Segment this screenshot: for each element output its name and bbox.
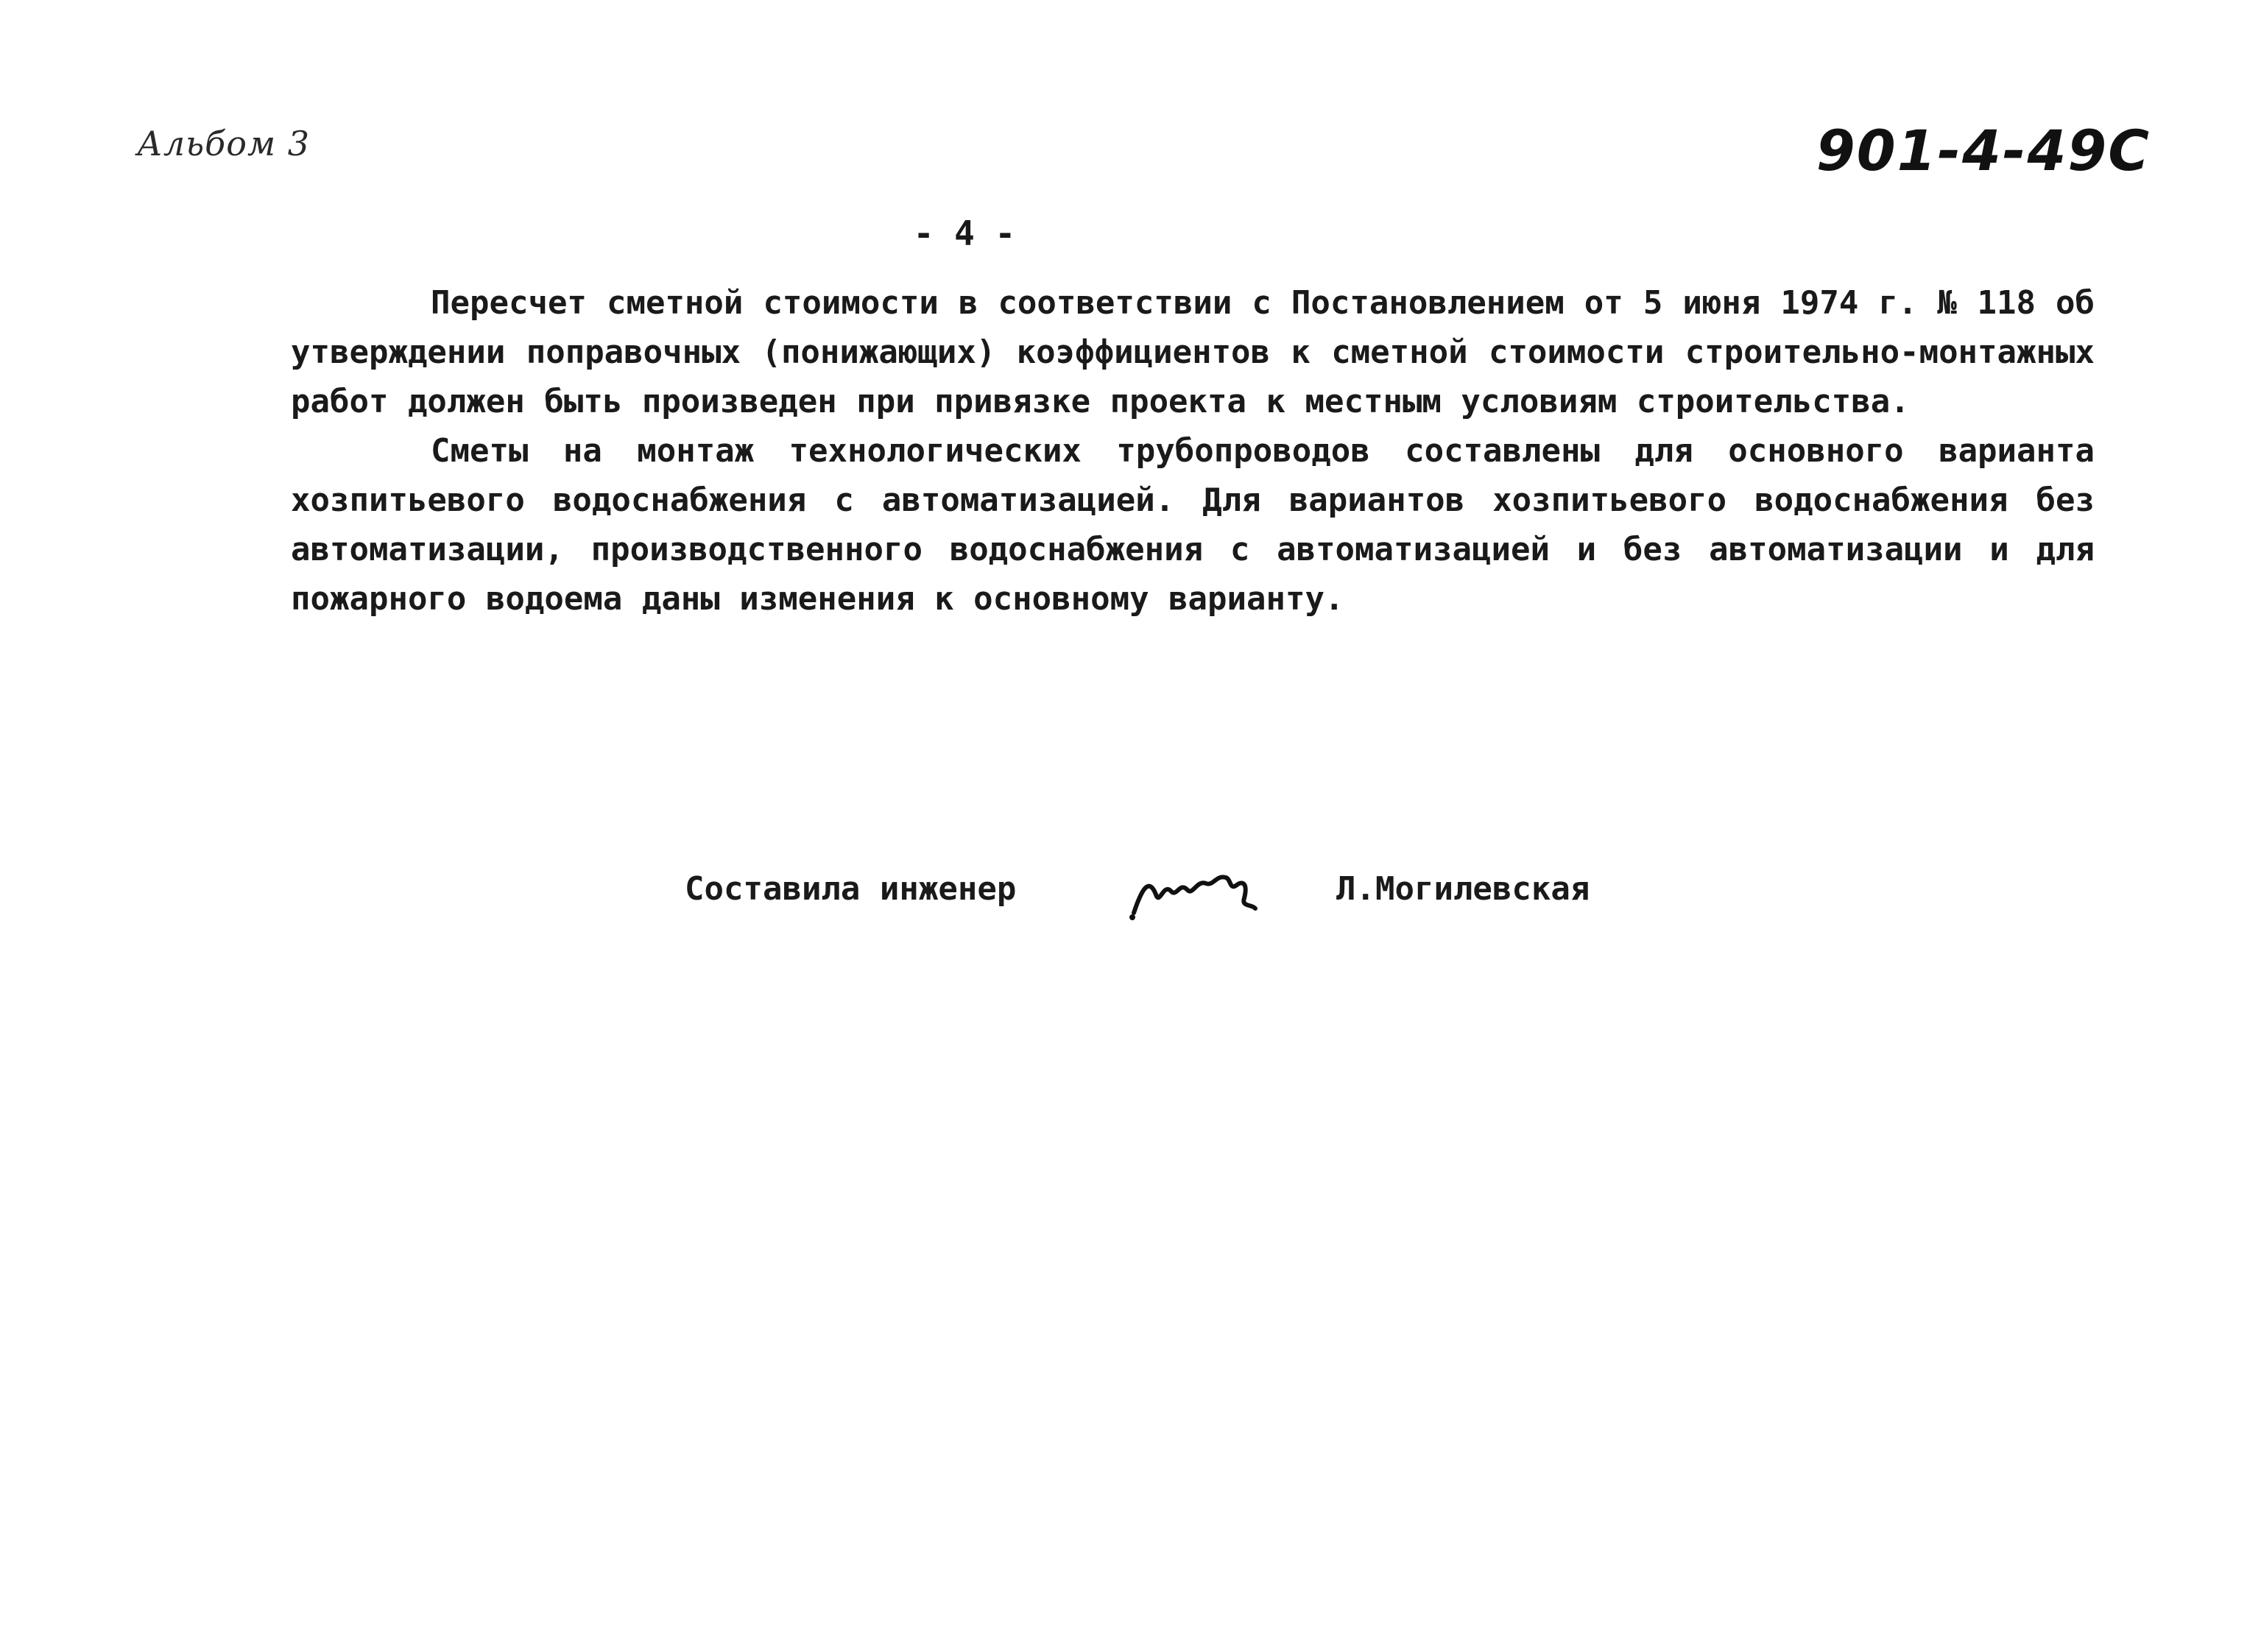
document-number: 901-4-49С [1816,118,2151,183]
signature-name: Л.Могилевская [1336,870,1590,908]
handwritten-signature [1126,861,1274,928]
album-handwritten-note: Альбом 3 [137,124,310,163]
page-number: - 4 - [913,213,1016,253]
paragraph-estimates: Сметы на монтаж технологических трубопроводов составлены для основного варианта хозпитьевого водоснабжения с автоматизацией. Для вариантов хозпитьевого водоснабжения без автоматизации, производственного водоснабжения с автоматизацией и без автоматизации и для пожарного водоема даны изменения к основному варианту. [291,432,2095,618]
signature-block [685,861,1715,935]
paragraph-recalculation: Пересчет сметной стоимости в соответствии с Постановлением от 5 июня 1974 г. № 118 об утверждении поправочных (понижающих) коэффициентов к сметной стоимости строительно-монтажных работ должен быть произведен при привязке проекта к местным условиям строительства. [291,284,2095,420]
signature-role: Составила инженер [685,870,1017,908]
body-text [291,278,2095,624]
